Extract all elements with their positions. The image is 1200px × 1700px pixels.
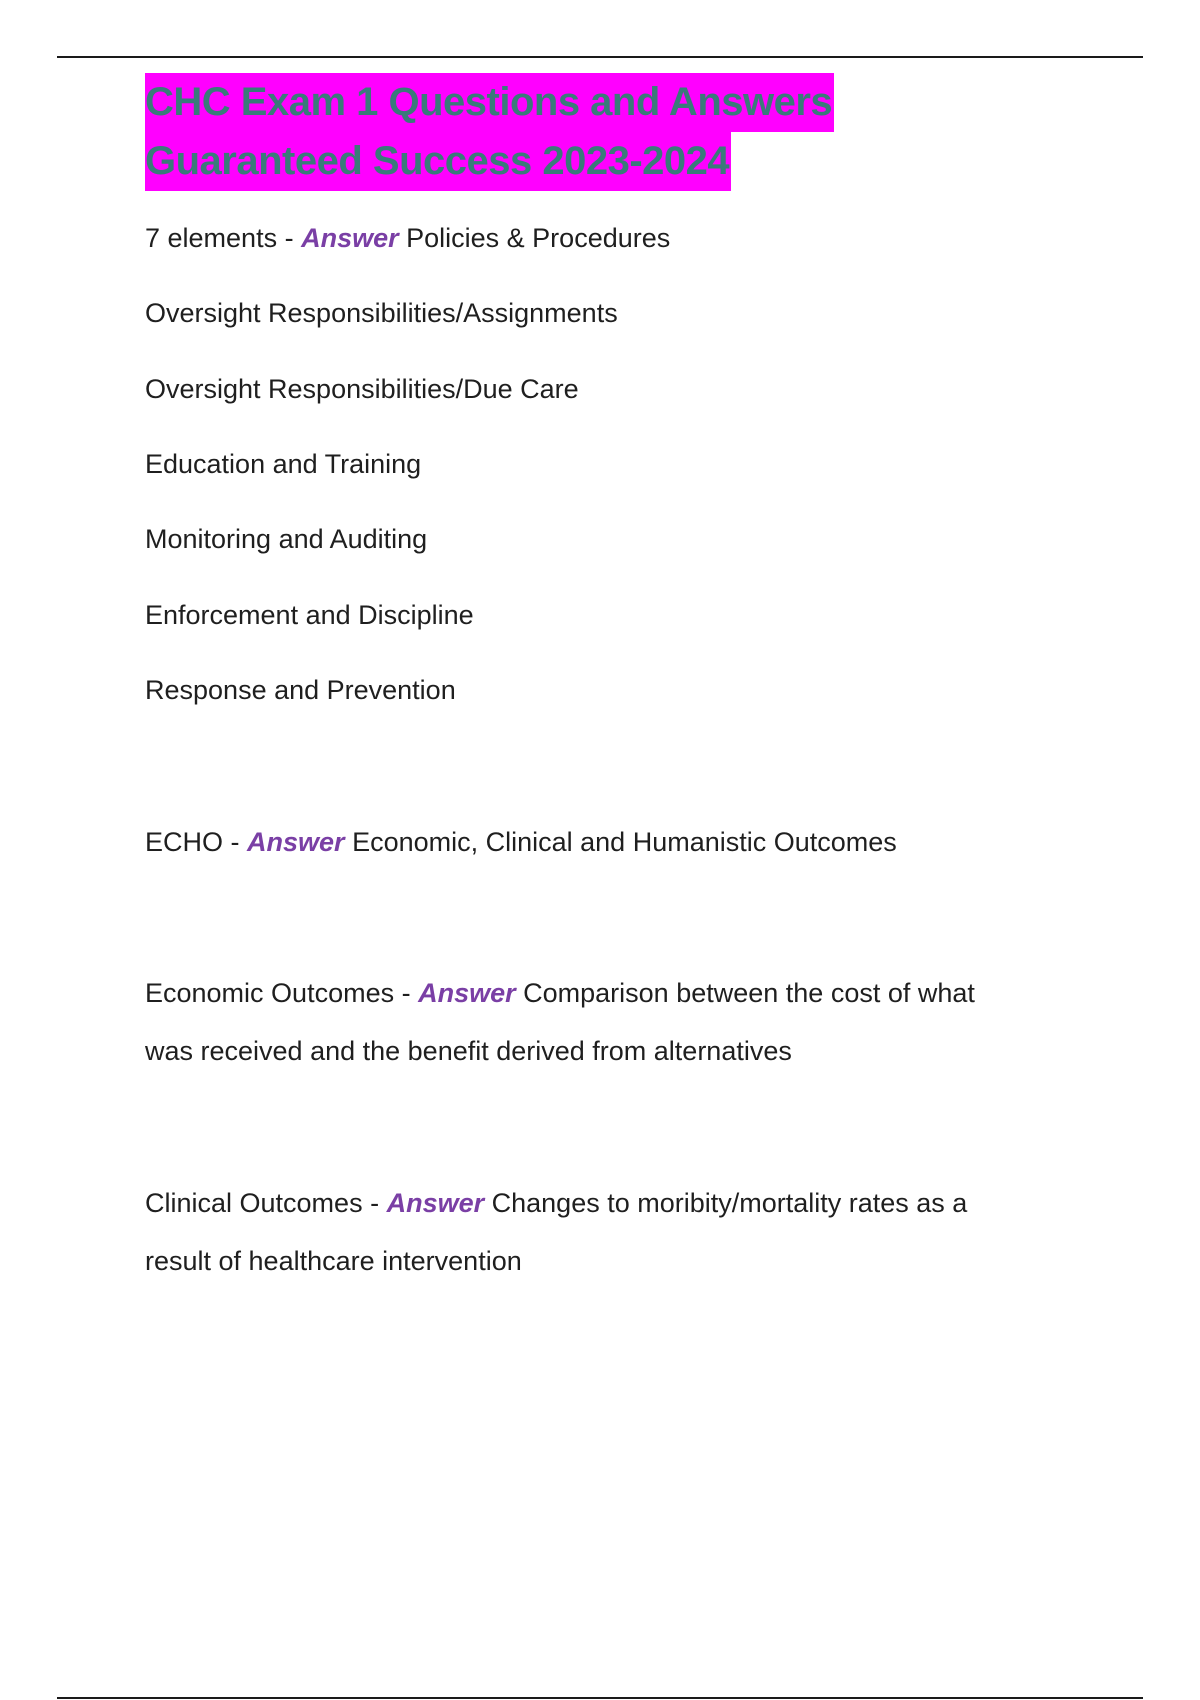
element-line: Oversight Responsibilities/Assignments <box>145 298 618 328</box>
qa-term: Clinical Outcomes - <box>145 1188 387 1218</box>
answer-label: Answer <box>247 827 345 857</box>
answer-label: Answer <box>386 1188 485 1218</box>
qa-clinical-outcomes <box>145 1174 1085 1290</box>
element-line: Monitoring and Auditing <box>145 524 428 554</box>
title-line-1: CHC Exam 1 Questions and Answers <box>145 73 834 132</box>
qa-term: ECHO - <box>145 827 248 857</box>
qa-answer: Comparison between the cost of what <box>515 978 975 1008</box>
element-line: Oversight Responsibilities/Due Care <box>145 374 579 404</box>
qa-answer-continued: result of healthcare intervention <box>145 1246 522 1276</box>
qa-economic-outcomes <box>145 964 1085 1080</box>
qa-answer: Policies & Procedures <box>398 223 671 253</box>
document-title <box>145 73 834 191</box>
title-line-2: Guaranteed Success 2023-2024 <box>145 132 731 191</box>
answer-label: Answer <box>418 978 516 1008</box>
element-line: Enforcement and Discipline <box>145 600 474 630</box>
qa-echo <box>145 824 1085 860</box>
element-line: Response and Prevention <box>145 675 456 705</box>
qa-7-elements <box>145 220 1085 256</box>
qa-term: Economic Outcomes - <box>145 978 419 1008</box>
qa-term: 7 elements - <box>145 223 302 253</box>
footer-rule <box>57 1697 1143 1699</box>
qa-answer: Changes to moribity/mortality rates as a <box>484 1188 968 1218</box>
qa-answer-continued: was received and the benefit derived from alternatives <box>145 1036 792 1066</box>
element-line: Education and Training <box>145 449 422 479</box>
qa-answer: Economic, Clinical and Humanistic Outcomes <box>344 827 897 857</box>
answer-label: Answer <box>301 223 399 253</box>
header-rule <box>57 56 1143 58</box>
